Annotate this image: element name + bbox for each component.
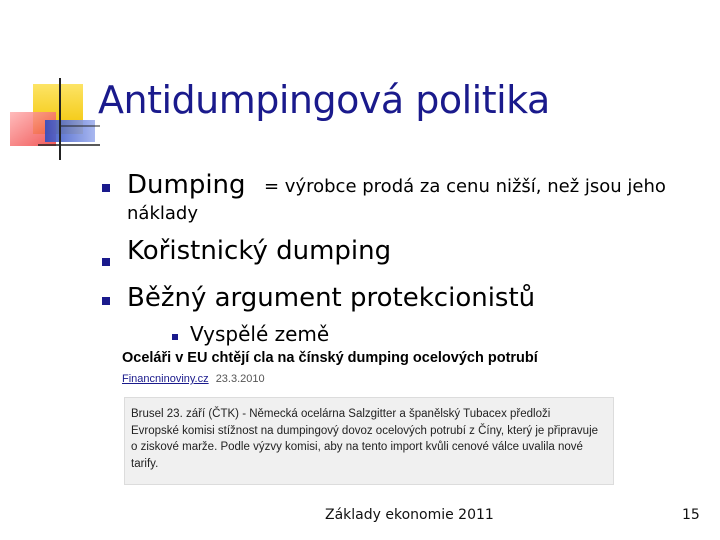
- news-headline: Oceláři v EU chtějí cla na čínský dumping ocelových potrubí: [122, 350, 538, 366]
- page-number: 15: [682, 507, 700, 523]
- slide-logo-decoration: [0, 0, 100, 170]
- bullet-marker: [102, 184, 110, 192]
- sub-bullet-developed-countries: Vyspělé země: [190, 322, 330, 346]
- news-body-box: [124, 397, 614, 485]
- bullet-dumping-definition: = výrobce prodá za cenu nižší, než jsou jeho: [264, 176, 666, 197]
- news-body-text: Brusel 23. září (ČTK) - Německá ocelárna Salzgitter a španělský Tubacex předloži Evropské komisi stížnost na dumpingový dovoz ocelových potrubí z Číny, který je připravuje o ziskové marže. Podle výzvy komisi, aby na tento import kvůli cenové válce uvalila nové tarify.: [131, 408, 599, 470]
- news-source-line: [122, 373, 265, 385]
- bullet-marker: [102, 297, 110, 305]
- news-source-link: Financninoviny.cz: [122, 373, 209, 385]
- bullet-protectionist-argument: Běžný argument protekcionistů: [127, 283, 536, 313]
- news-clipping: [118, 345, 618, 485]
- bullet-dumping-term: Dumping: [127, 170, 246, 200]
- bullet-predatory-dumping: Kořistnický dumping: [127, 236, 392, 266]
- sub-bullet-marker: [172, 334, 178, 340]
- bullet-dumping-continuation: náklady: [127, 203, 198, 224]
- bullet-marker: [102, 258, 110, 266]
- news-date: 23.3.2010: [215, 373, 265, 385]
- slide-title: Antidumpingová politika: [98, 78, 550, 122]
- slide-footer: Základy ekonomie 2011: [325, 507, 494, 523]
- logo-blue-square: [45, 120, 95, 142]
